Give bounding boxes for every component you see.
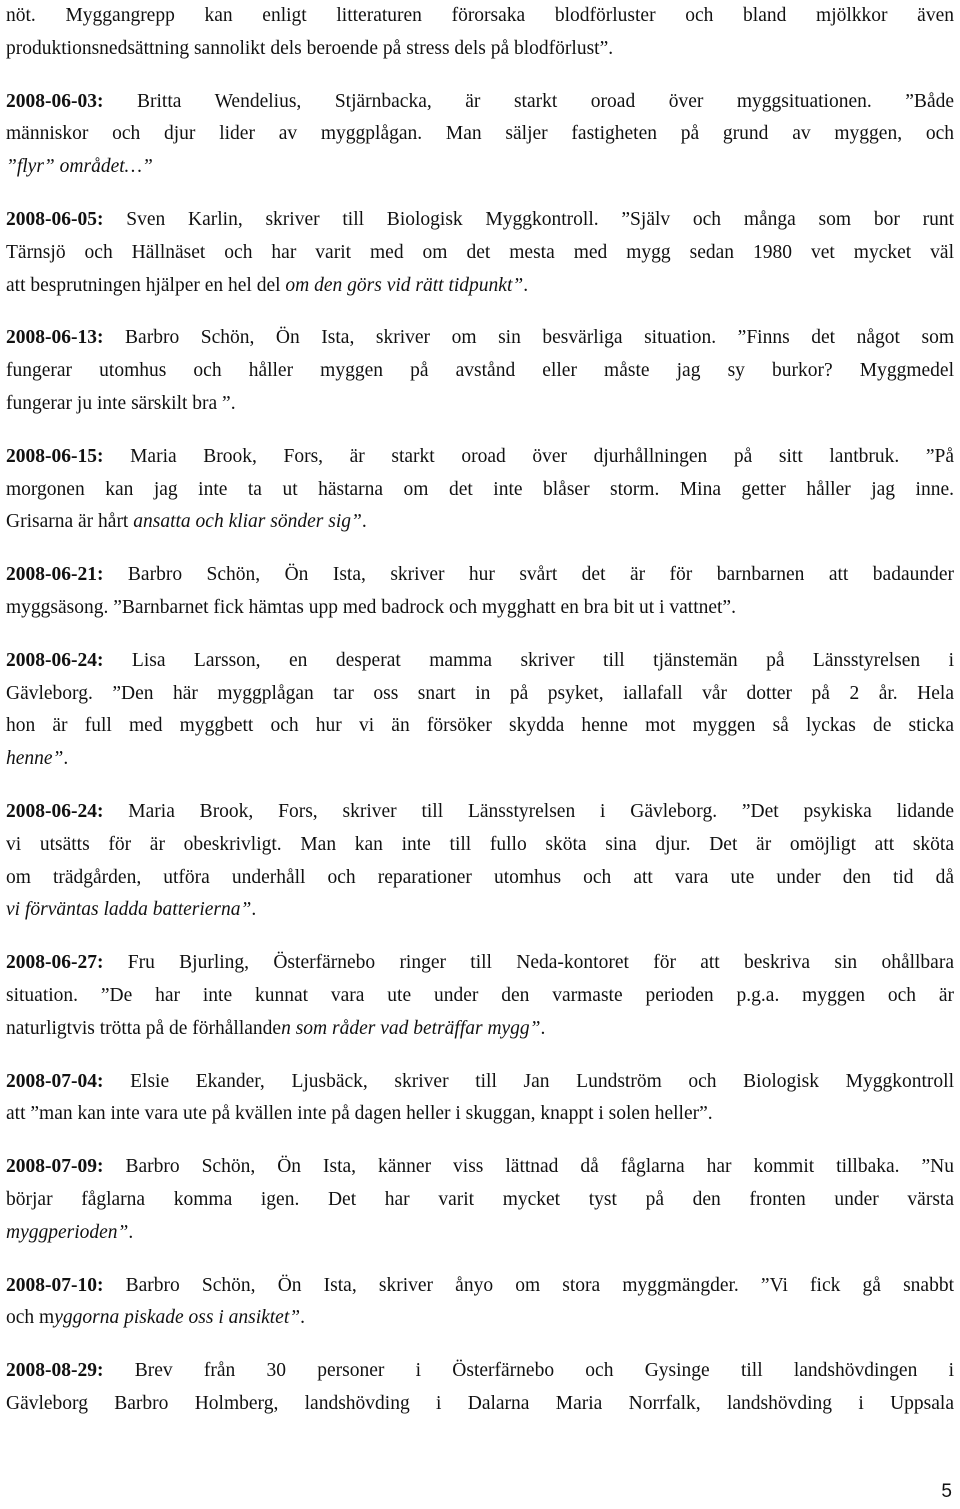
entry-date: 2008-06-15: <box>6 445 104 467</box>
text-line <box>6 86 954 119</box>
text-line <box>6 237 954 270</box>
line-text: om trädgården, utföra underhåll och reparationer utomhus och att vara ute under den tid då <box>6 866 954 888</box>
line-text: Tärnsjö och Hällnäset och har varit med om det mesta med mygg sedan 1980 vet mycket väl <box>6 241 954 263</box>
line-text: myggsäsong. ”Barnbarnet fick hämtas upp med badrock och mygghatt en bra bit ut i vattnet”. <box>6 596 736 618</box>
quote-italic: yggorna piskade oss i ansiktet” <box>54 1307 301 1329</box>
text-line <box>6 270 954 303</box>
paragraph-gap <box>6 1335 954 1355</box>
line-text: hon är full med myggbett och hur vi än försöker skydda henne mot myggen så lyckas de sticka <box>6 715 954 737</box>
entry-date: 2008-06-03: <box>6 90 104 112</box>
paragraph-gap <box>6 1131 954 1151</box>
paragraph-gap <box>6 1250 954 1270</box>
line-text: Maria Brook, Fors, är starkt oroad över djurhållningen på sitt lantbruk. ”På <box>103 445 954 467</box>
line-tail: . <box>300 1307 305 1329</box>
line-text: Lisa Larsson, en desperat mamma skriver till tjänstemän på Länsstyrelsen i <box>103 649 954 671</box>
quote-italic: henne” <box>6 748 64 770</box>
quote-italic: om den görs vid rätt tidpunkt” <box>285 274 524 296</box>
line-text: Fru Bjurling, Österfärnebo ringer till Neda-kontoret för att beskriva sin ohållbara <box>103 952 954 974</box>
text-line <box>6 1270 954 1303</box>
line-text: vi utsätts för är obeskrivligt. Man kan inte till fullo sköta sina djur. Det är omöjligt att sköta <box>6 833 954 855</box>
text-line <box>6 645 954 678</box>
text-line <box>6 151 954 184</box>
text-line <box>6 33 954 66</box>
text-line <box>6 1066 954 1099</box>
paragraph-gap <box>6 184 954 204</box>
text-line <box>6 559 954 592</box>
text-line <box>6 506 954 539</box>
line-text: fungerar utomhus och håller myggen på avstånd eller måste jag sy burkor? Myggmedel <box>6 360 954 382</box>
line-text: människor och djur lider av myggplågan. Man säljer fastigheten på grund av myggen, och <box>6 123 954 145</box>
entry-date: 2008-06-24: <box>6 649 104 671</box>
paragraph-gap <box>6 66 954 86</box>
text-line <box>6 894 954 927</box>
text-line <box>6 1098 954 1131</box>
paragraph-gap <box>6 539 954 559</box>
line-text: Barbro Schön, Ön Ista, skriver om sin besvärliga situation. ”Finns det något som <box>103 327 954 349</box>
line-tail: . <box>361 511 367 533</box>
text-line <box>6 355 954 388</box>
line-text: Barbro Schön, Ön Ista, skriver ånyo om stora myggmängder. ”Vi fick gå snabbt <box>103 1274 954 1296</box>
entry-date: 2008-06-24: <box>6 800 104 822</box>
line-text: Barbro Schön, Ön Ista, skriver hur svårt det är för barnbarnen att badaunder <box>103 564 954 586</box>
line-text: Maria Brook, Fors, skriver till Länsstyrelsen i Gävleborg. ”Det psykiska lidande <box>103 800 954 822</box>
entry-date: 2008-07-10: <box>6 1274 104 1296</box>
entry-date: 2008-06-05: <box>6 208 104 230</box>
text-line <box>6 441 954 474</box>
line-text: Elsie Ekander, Ljusbäck, skriver till Jan Lundström och Biologisk Myggkontroll <box>103 1070 954 1092</box>
entry-date: 2008-06-13: <box>6 327 104 349</box>
text-line <box>6 1013 954 1046</box>
text-line <box>6 204 954 237</box>
line-text: att besprutningen hjälper en hel del <box>6 274 286 296</box>
line-text: Gävleborg Barbro Holmberg, landshövding i Dalarna Maria Norrfalk, landshövding i Uppsala <box>6 1392 954 1414</box>
entry-date: 2008-07-09: <box>6 1156 104 1178</box>
line-text: Barbro Schön, Ön Ista, känner viss lättnad då fåglarna har kommit tillbaka. ”Nu <box>103 1156 954 1178</box>
text-line <box>6 1184 954 1217</box>
document-body <box>6 0 954 1421</box>
quote-italic: n som råder vad beträffar mygg” <box>281 1017 541 1039</box>
line-tail: . <box>251 899 257 921</box>
entry-date: 2008-08-29: <box>6 1360 104 1382</box>
text-line <box>6 980 954 1013</box>
line-text: och m <box>6 1307 55 1329</box>
line-text: naturligtvis trötta på de förhållande <box>6 1017 282 1039</box>
text-line <box>6 796 954 829</box>
paragraph-gap <box>6 927 954 947</box>
quote-italic: myggperioden” <box>6 1221 129 1243</box>
line-text: Sven Karlin, skriver till Biologisk Myggkontroll. ”Själv och många som bor runt <box>103 208 954 230</box>
line-text: börjar fåglarna komma igen. Det har varit mycket tyst på den fronten under värsta <box>6 1188 954 1210</box>
text-line <box>6 1388 954 1421</box>
line-text: morgonen kan jag inte ta ut hästarna om det inte blåser storm. Mina getter håller jag inne. <box>6 478 954 500</box>
line-text: att ”man kan inte vara ute på kvällen inte på dagen heller i skuggan, knappt i solen heller”. <box>6 1103 713 1125</box>
line-text: fungerar ju inte särskilt bra ”. <box>6 392 236 414</box>
paragraph-gap <box>6 1046 954 1066</box>
quote-italic: ansatta och kliar sönder sig” <box>133 511 362 533</box>
entry-date: 2008-06-21: <box>6 564 104 586</box>
text-line <box>6 710 954 743</box>
text-line <box>6 474 954 507</box>
line-text: situation. ”De har inte kunnat vara ute under den varmaste perioden p.g.a. myggen och är <box>6 984 954 1006</box>
line-tail: . <box>540 1017 546 1039</box>
text-line <box>6 1302 954 1335</box>
text-line <box>6 947 954 980</box>
text-line <box>6 829 954 862</box>
text-line <box>6 1217 954 1250</box>
entry-date: 2008-07-04: <box>6 1070 104 1092</box>
quote-italic: vi förväntas ladda batterierna” <box>6 899 252 921</box>
line-tail: . <box>128 1221 134 1243</box>
text-line <box>6 0 954 33</box>
line-text: Gävleborg. ”Den här myggplågan tar oss snart in på psyket, iallafall vår dotter på 2 år. Hela <box>6 682 954 704</box>
text-line <box>6 118 954 151</box>
text-line <box>6 862 954 895</box>
line-text: nöt. Myggangrepp kan enligt litteraturen förorsaka blodförluster och bland mjölkkor även <box>6 5 954 26</box>
text-line <box>6 592 954 625</box>
line-tail: . <box>63 748 69 770</box>
line-text: Grisarna är hårt <box>6 511 134 533</box>
text-line <box>6 1151 954 1184</box>
text-line <box>6 678 954 711</box>
line-text: ”flyr” området…” <box>6 156 153 178</box>
paragraph-gap <box>6 421 954 441</box>
line-text: produktionsnedsättning sannolikt dels beroende på stress dels på blodförlust”. <box>6 37 614 59</box>
page-number: 5 <box>941 1481 952 1502</box>
paragraph-gap <box>6 302 954 322</box>
text-line <box>6 322 954 355</box>
paragraph-gap <box>6 625 954 645</box>
text-line <box>6 1355 954 1388</box>
line-text: Brev från 30 personer i Österfärnebo och Gysinge till landshövdingen i <box>103 1360 954 1382</box>
text-line <box>6 743 954 776</box>
line-text: Britta Wendelius, Stjärnbacka, är starkt oroad över myggsituationen. ”Både <box>103 90 954 112</box>
text-line <box>6 388 954 421</box>
entry-date: 2008-06-27: <box>6 952 104 974</box>
line-tail: . <box>523 274 529 296</box>
paragraph-gap <box>6 776 954 796</box>
